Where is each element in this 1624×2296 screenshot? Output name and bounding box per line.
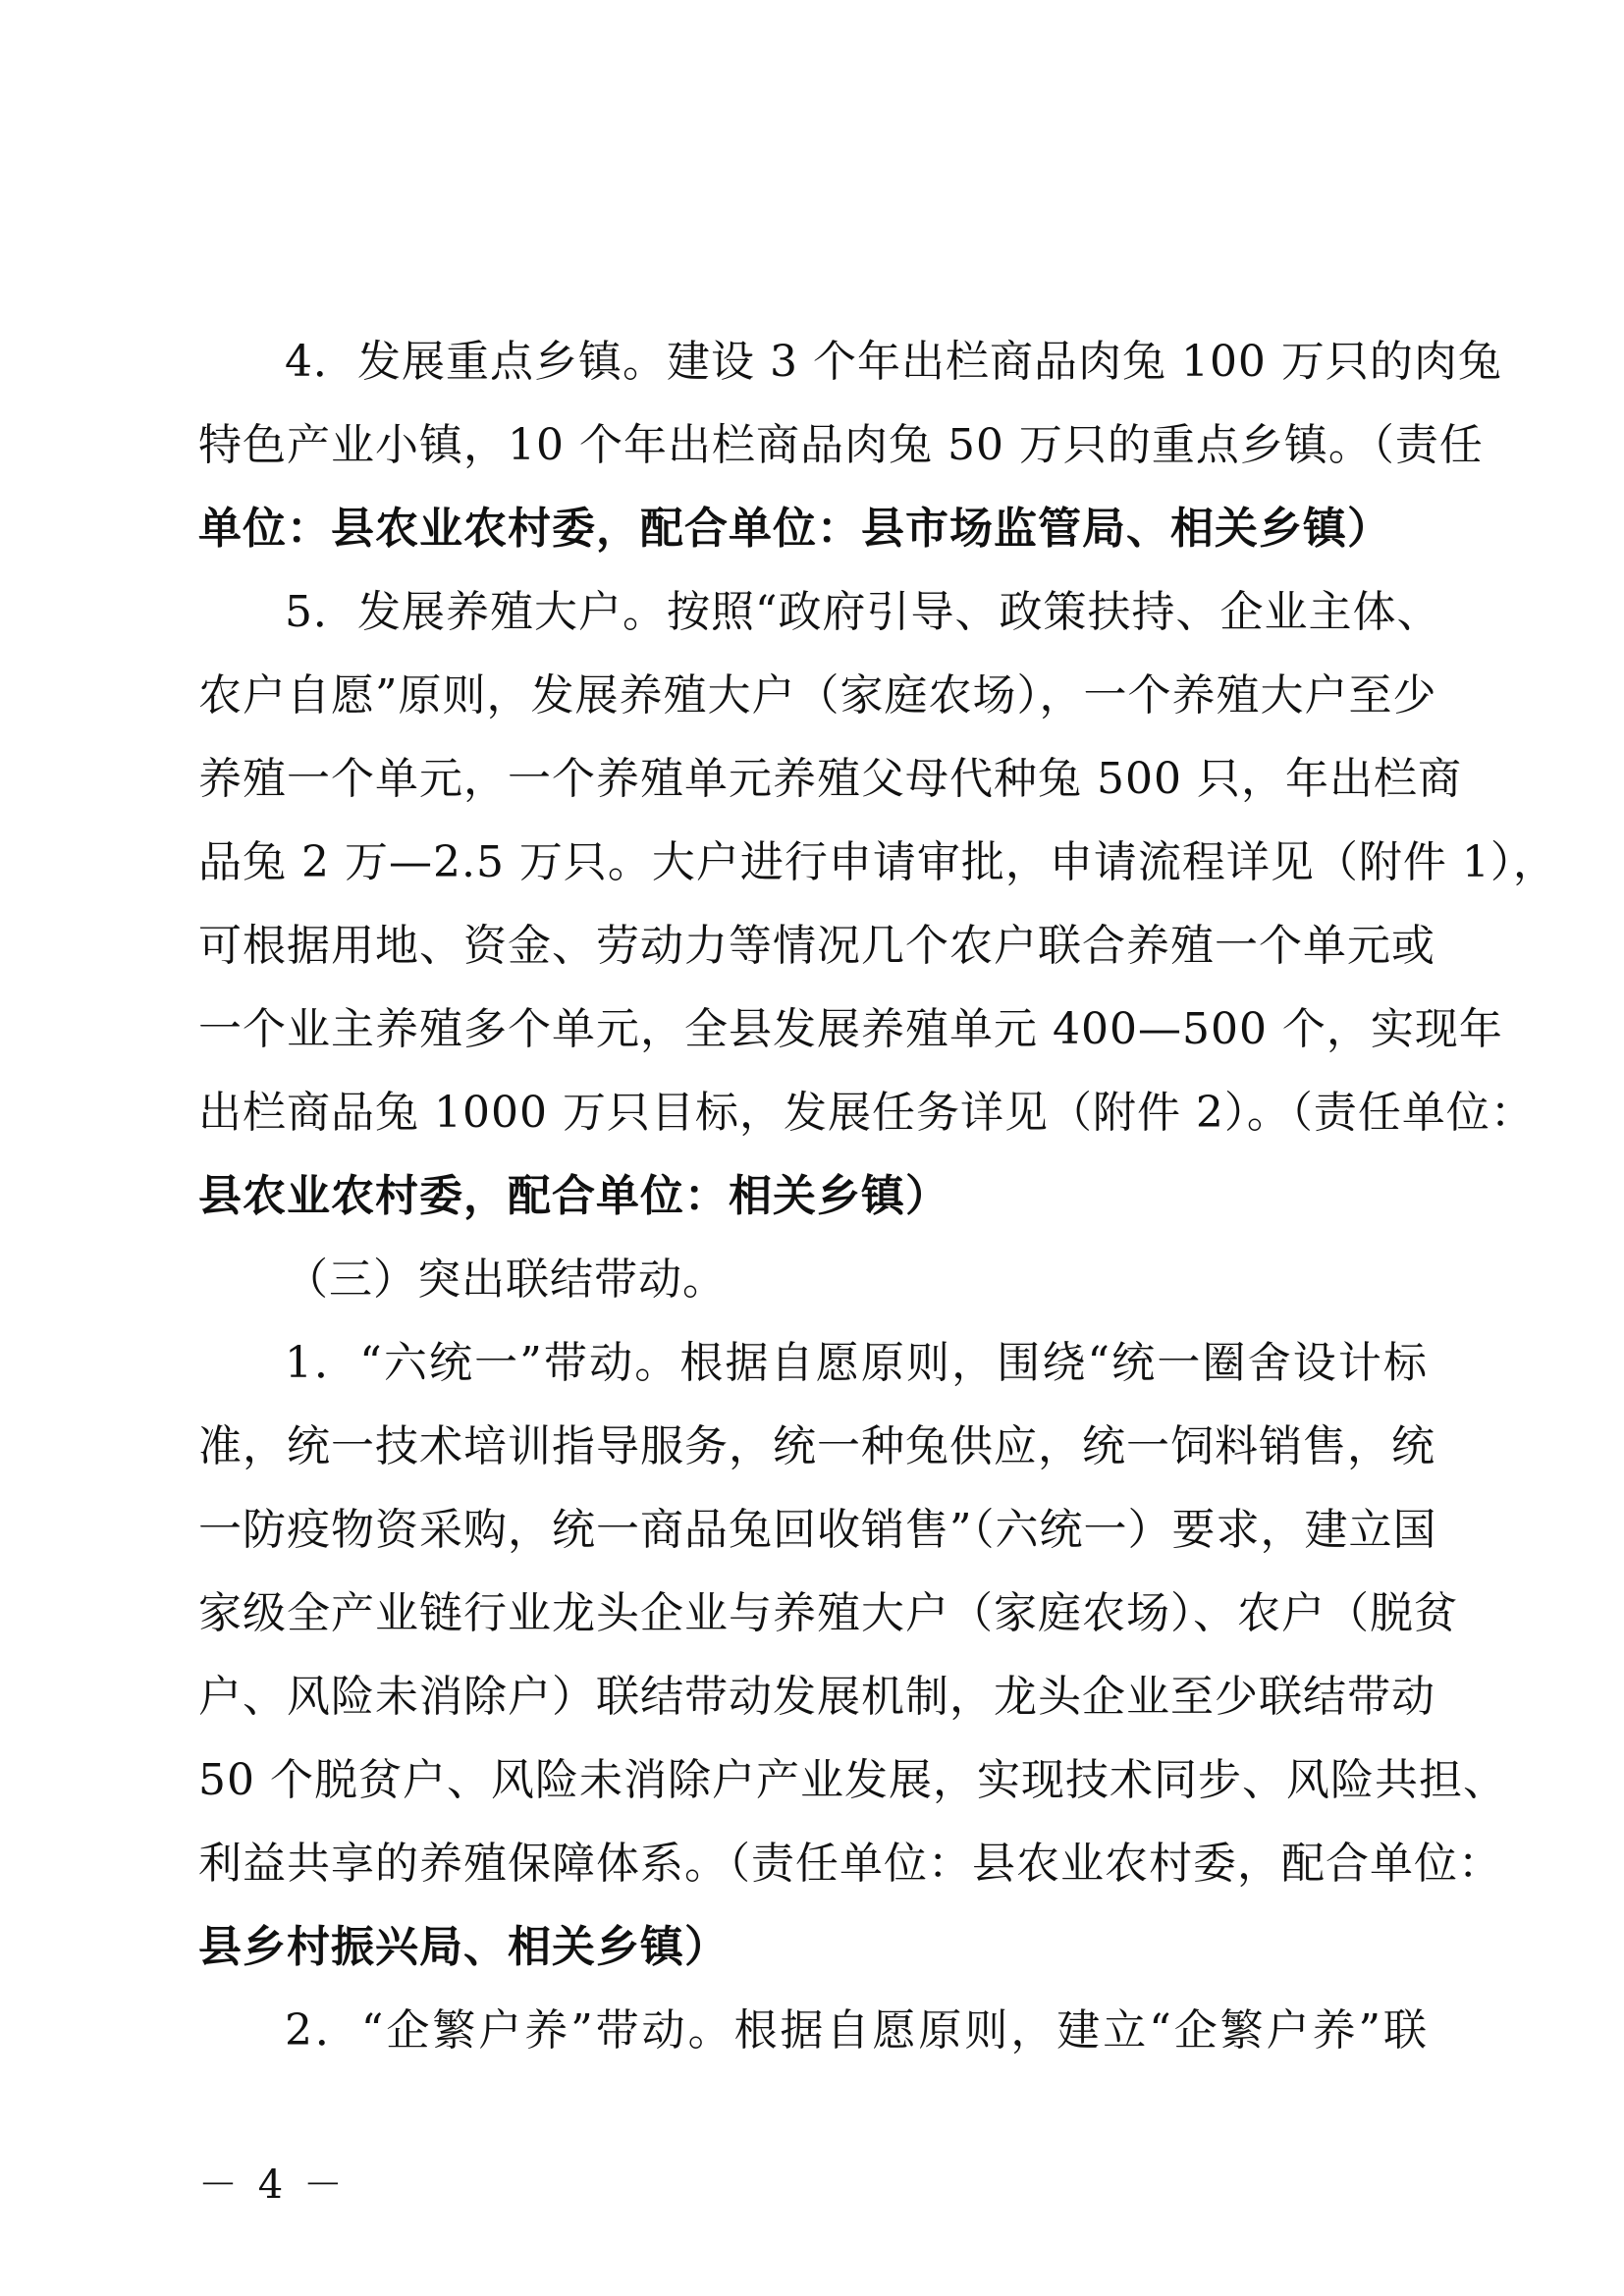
text-line: 一个业主养殖多个单元，全县发展养殖单元 400—500 个，实现年 [198, 1004, 1503, 1054]
text-line: 5．发展养殖大户。按照“政府引导、政策扶持、企业主体、 [285, 587, 1441, 637]
text-line: 1．“六统一”带动。根据自愿原则，围绕“统一圈舍设计标 [285, 1338, 1428, 1388]
text-line: 单位：县农业农村委，配合单位：县市场监管局、相关乡镇） [198, 504, 1391, 554]
text-line: 4．发展重点乡镇。建设 3 个年出栏商品肉兔 100 万只的肉兔 [285, 337, 1502, 387]
text-line: 2．“企繁户养”带动。根据自愿原则，建立“企繁户养”联 [285, 2005, 1428, 2056]
text-line: 品兔 2 万—2.5 万只。大户进行申请审批，申请流程详见（附件 1）， [198, 837, 1557, 887]
text-line: 准，统一技术培训指导服务，统一种兔供应，统一饲料销售，统 [198, 1421, 1435, 1471]
document-body [198, 320, 1557, 2072]
text-line: 县乡村振兴局、相关乡镇） [198, 1922, 729, 1972]
text-line: 家级全产业链行业龙头企业与养殖大户（家庭农场）、农户（脱贫 [198, 1588, 1458, 1638]
text-line: （三）突出联结带动。 [285, 1255, 727, 1305]
text-line: 出栏商品兔 1000 万只目标，发展任务详见（附件 2）。（责任单位： [198, 1088, 1535, 1138]
text-line: 利益共享的养殖保障体系。（责任单位：县农业农村委，配合单位： [198, 1839, 1502, 1889]
text-line: 户、风险未消除户）联结带动发展机制，龙头企业至少联结带动 [198, 1672, 1435, 1722]
text-line: 可根据用地、资金、劳动力等情况几个农户联合养殖一个单元或 [198, 921, 1435, 971]
page-number: － 4 － [198, 2163, 347, 2208]
text-line: 一防疫物资采购，统一商品兔回收销售”（六统一）要求，建立国 [198, 1505, 1437, 1555]
text-line: 县农业农村委，配合单位：相关乡镇） [198, 1171, 949, 1221]
text-line: 特色产业小镇，10 个年出栏商品肉兔 50 万只的重点乡镇。（责任 [198, 420, 1484, 470]
text-line: 50 个脱贫户、风险未消除户产业发展，实现技术同步、风险共担、 [198, 1755, 1507, 1805]
text-line: 养殖一个单元，一个养殖单元养殖父母代种兔 500 只，年出栏商 [198, 754, 1462, 804]
text-line: 农户自愿”原则，发展养殖大户（家庭农场），一个养殖大户至少 [198, 670, 1437, 721]
